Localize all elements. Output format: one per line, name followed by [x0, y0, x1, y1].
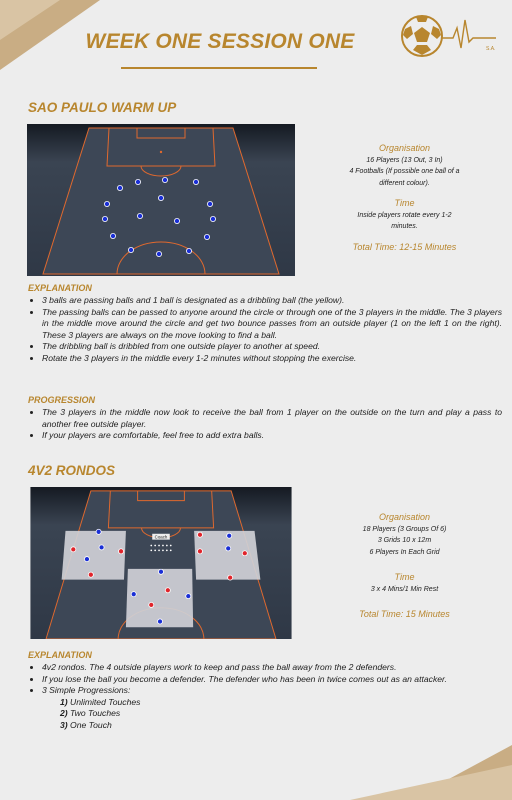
total-time: Total Time: 15 Minutes — [359, 609, 450, 619]
list-item: • If your players are comfortable, feel free to add extra balls. — [42, 430, 502, 442]
blue-player-marker — [96, 529, 101, 534]
outside-player-marker — [193, 179, 198, 184]
progression-text: Two Touches — [70, 708, 121, 719]
blue-player-marker — [84, 557, 89, 562]
outside-player-marker — [162, 177, 167, 182]
time-line: 3 x 4 Mins/1 Min Rest — [370, 585, 439, 593]
red-player-marker — [197, 532, 202, 537]
outside-player-marker — [104, 201, 109, 206]
red-player-marker — [242, 551, 247, 556]
list-item — [60, 720, 502, 732]
rondos-pitch-diagram — [27, 487, 295, 639]
progression-number: 2) — [60, 708, 68, 719]
outside-player-marker — [102, 216, 107, 221]
red-player-marker — [165, 588, 170, 593]
organisation-line: 16 Players (13 Out, 3 In) — [366, 156, 443, 164]
organisation-line: 3 Grids 10 x 12m — [377, 537, 432, 544]
list-item — [60, 697, 502, 709]
list-item — [60, 708, 502, 720]
organisation-label: Organisation — [378, 512, 431, 522]
red-player-marker — [71, 547, 76, 552]
progression-number: 3) — [60, 719, 68, 730]
blue-player-marker — [99, 545, 104, 550]
outside-player-marker — [135, 179, 140, 184]
outside-player-marker — [110, 233, 115, 238]
sao-paulo-explanation-list — [28, 295, 502, 365]
list-item: • The passing balls can be passed to anyone around the circle or through one of the 3 players in the middle. The 3 players in the middle move around the circle and get two bounce passes from an outside player (1 on the left 1 on the right). These 3 players are always on the move looking to find a ball. — [42, 307, 502, 342]
organisation-line: 4 Footballs (If possible one ball of a — [349, 168, 460, 175]
corner-decoration-bottom-right — [290, 745, 512, 800]
inside-player-marker — [137, 213, 142, 218]
coach-label: Coach — [154, 534, 168, 540]
progression-number: 1) — [60, 696, 68, 707]
blue-player-marker — [226, 546, 231, 551]
progression-text: Unlimited Touches — [70, 696, 141, 707]
outside-player-marker — [117, 185, 122, 190]
sao-paulo-progression-list — [28, 407, 502, 442]
section-title-sao-paulo: SAO PAULO WARM UP — [28, 100, 177, 115]
blue-player-marker — [158, 569, 163, 574]
progression-text: One Touch — [70, 719, 112, 730]
organisation-line: different colour). — [379, 179, 430, 187]
organisation-line: 6 Players In Each Grid — [369, 548, 440, 556]
sao-paulo-pitch-diagram — [27, 124, 295, 276]
progression-heading: PROGRESSION — [28, 395, 96, 405]
red-player-marker — [88, 572, 93, 577]
inside-player-marker — [158, 195, 163, 200]
outside-player-marker — [156, 251, 161, 256]
outside-player-marker — [186, 248, 191, 253]
organisation-line: 18 Players (3 Groups Of 6) — [362, 525, 447, 533]
explanation-heading: EXPLANATION — [28, 650, 92, 660]
rondos-progression-sublist — [42, 697, 502, 732]
time-line: Inside players rotate every 1-2 — [357, 211, 452, 219]
list-item: • Rotate the 3 players in the middle every 1-2 minutes without stopping the exercise. — [42, 353, 502, 365]
title-underline — [121, 67, 317, 69]
outside-player-marker — [207, 201, 212, 206]
time-line: minutes. — [391, 223, 418, 230]
list-item — [42, 685, 502, 731]
list-item: • 3 balls are passing balls and 1 ball is designated as a dribbling ball (the yellow). — [42, 295, 502, 307]
list-item: • The dribbling ball is dribbled from one outside player to another at speed. — [42, 341, 502, 353]
red-player-marker — [119, 549, 124, 554]
red-player-marker — [149, 602, 154, 607]
red-player-marker — [228, 575, 233, 580]
total-time: Total Time: 12-15 Minutes — [352, 241, 457, 252]
progressions-intro: 3 Simple Progressions: — [42, 685, 131, 696]
list-item: • The 3 players in the middle now look to receive the ball from 1 player on the outside on the turn and play a pass to another free outside player. — [42, 407, 502, 430]
page-title: WEEK ONE SESSION ONE — [85, 30, 355, 53]
sao-paulo-organisation-panel — [312, 143, 497, 253]
time-label: Time — [394, 198, 415, 208]
explanation-heading: EXPLANATION — [28, 283, 92, 293]
inside-player-marker — [174, 218, 179, 223]
section-title-rondos: 4V2 RONDOS — [28, 463, 116, 478]
football-logo-icon — [398, 12, 498, 60]
time-label: Time — [394, 572, 415, 582]
outside-player-marker — [128, 247, 133, 252]
logo-initials: S.A. — [486, 46, 496, 52]
organisation-label: Organisation — [378, 143, 431, 153]
outside-player-marker — [204, 234, 209, 239]
list-item: • If you lose the ball you become a defender. The defender who has been in twice comes out as an attacker. — [42, 674, 502, 686]
blue-player-marker — [131, 592, 136, 597]
blue-player-marker — [227, 533, 232, 538]
list-item: • 4v2 rondos. The 4 outside players work to keep and pass the ball away from the 2 defenders. — [42, 662, 502, 674]
blue-player-marker — [186, 594, 191, 599]
rondos-explanation-list — [28, 662, 502, 732]
blue-player-marker — [157, 619, 162, 624]
outside-player-marker — [210, 216, 215, 221]
rondos-organisation-panel — [312, 512, 497, 621]
red-player-marker — [197, 549, 202, 554]
